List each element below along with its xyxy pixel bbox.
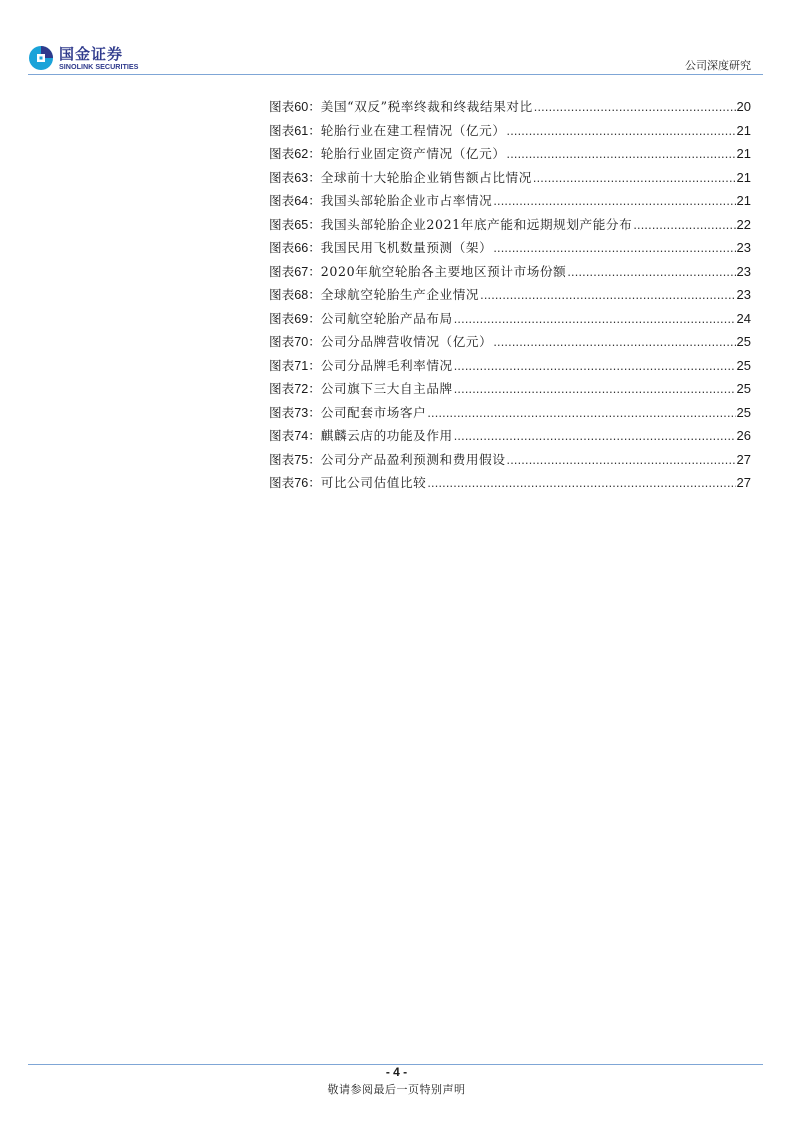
- page-number: - 4 -: [385, 1065, 408, 1079]
- toc-entry-title: 全球前十大轮胎企业销售额占比情况: [320, 169, 532, 185]
- toc-entry-page: 24: [736, 310, 751, 326]
- toc-entry[interactable]: [269, 214, 751, 238]
- toc-dot-leader: [567, 265, 735, 279]
- toc-entry[interactable]: [269, 449, 751, 473]
- toc-entry[interactable]: [269, 378, 751, 402]
- toc-entry-label: 图表72：: [269, 382, 321, 396]
- toc-entry-title: 我国民用飞机数量预测（架）: [320, 240, 493, 255]
- toc-entry-label: 图表74：: [269, 429, 321, 443]
- toc-entry-page: 23: [736, 263, 751, 279]
- toc-dot-leader: [493, 335, 735, 349]
- toc-dot-leader: [507, 124, 736, 138]
- toc-dot-leader: [427, 406, 735, 420]
- toc-entry-page: 20: [736, 99, 751, 114]
- toc-dot-leader: [633, 218, 735, 232]
- toc-entry-label: 图表60：: [269, 100, 321, 114]
- toc-entry-title: 可比公司估值比较: [320, 475, 427, 490]
- toc-entry[interactable]: [269, 402, 751, 426]
- disclaimer-note: 敬请参阅最后一页特别声明: [327, 1083, 466, 1096]
- toc-entry-page: 25: [736, 381, 751, 396]
- toc-dot-leader: [507, 453, 736, 467]
- toc-entry[interactable]: [269, 261, 751, 285]
- toc-entry-title: 公司分品牌毛利率情况: [320, 357, 453, 373]
- toc-entry[interactable]: [269, 308, 751, 332]
- toc-dot-leader: [493, 194, 735, 208]
- toc-entry-label: 图表68：: [269, 288, 321, 302]
- toc-entry-page: 22: [736, 216, 751, 232]
- toc-entry[interactable]: [269, 143, 751, 167]
- toc-entry-title: 公司配套市场客户: [320, 404, 427, 420]
- toc-entry-page: 21: [736, 169, 751, 185]
- sinolink-logo-icon: [28, 45, 54, 71]
- toc-entry-page: 26: [736, 428, 751, 443]
- toc-entry-label: 图表70：: [269, 335, 321, 349]
- toc-entry-label: 图表61：: [269, 123, 321, 138]
- toc-entry[interactable]: [269, 284, 751, 308]
- toc-dot-leader: [427, 476, 735, 490]
- toc-entry-label: 图表71：: [269, 358, 321, 373]
- toc-entry-title: 美国“双反”税率终裁和终裁结果对比: [320, 99, 533, 114]
- toc-entry-title: 公司分品牌营收情况（亿元）: [320, 334, 493, 349]
- toc-dot-leader: [454, 359, 736, 373]
- toc-entry-label: 图表67：: [269, 264, 321, 279]
- toc-entry[interactable]: [269, 167, 751, 191]
- toc-entry[interactable]: [269, 355, 751, 379]
- toc-entry-title: 2020年航空轮胎各主要地区预计市场份额: [320, 263, 567, 279]
- toc-entry[interactable]: [269, 96, 751, 120]
- toc-entry-title: 我国头部轮胎企业市占率情况: [320, 193, 493, 208]
- toc-entry-page: 25: [736, 357, 751, 373]
- toc-entry-label: 图表62：: [269, 147, 321, 161]
- toc-entry-page: 27: [736, 451, 751, 467]
- toc-entry-page: 23: [736, 287, 751, 302]
- toc-dot-leader: [534, 100, 736, 114]
- toc-entry-label: 图表63：: [269, 170, 321, 185]
- toc-entry-page: 21: [736, 146, 751, 161]
- toc-dot-leader: [533, 171, 736, 185]
- company-logo: [28, 45, 148, 75]
- toc-entry-title: 麒麟云店的功能及作用: [320, 428, 453, 443]
- toc-dot-leader: [493, 241, 735, 255]
- toc-entry-page: 27: [736, 475, 751, 490]
- toc-entry[interactable]: [269, 472, 751, 496]
- toc-entry-page: 25: [736, 334, 751, 349]
- toc-entry-title: 公司分产品盈利预测和费用假设: [320, 451, 506, 467]
- toc-entry-label: 图表73：: [269, 405, 321, 420]
- toc-entry-title: 轮胎行业在建工程情况（亿元）: [320, 122, 506, 138]
- toc-entry[interactable]: [269, 190, 751, 214]
- toc-entry-label: 图表76：: [269, 476, 321, 490]
- toc-dot-leader: [507, 147, 736, 161]
- logo-chinese-name: 国金证券: [59, 45, 124, 63]
- toc-entry[interactable]: [269, 425, 751, 449]
- toc-entry-page: 21: [736, 122, 751, 138]
- toc-entry-page: 23: [736, 240, 751, 255]
- figure-table-of-contents: [269, 96, 751, 496]
- toc-dot-leader: [480, 288, 735, 302]
- toc-entry-title: 公司旗下三大自主品牌: [320, 381, 453, 396]
- logo-english-name: SINOLINK SECURITIES: [59, 62, 139, 71]
- toc-entry-title: 我国头部轮胎企业2021年底产能和远期规划产能分布: [320, 216, 633, 232]
- toc-dot-leader: [454, 382, 736, 396]
- header-divider: [28, 74, 763, 75]
- toc-entry[interactable]: [269, 331, 751, 355]
- toc-entry-title: 公司航空轮胎产品布局: [320, 310, 453, 326]
- toc-entry-label: 图表75：: [269, 452, 321, 467]
- toc-entry-label: 图表66：: [269, 241, 321, 255]
- toc-entry-page: 21: [736, 193, 751, 208]
- toc-entry-title: 全球航空轮胎生产企业情况: [320, 287, 480, 302]
- toc-entry-label: 图表69：: [269, 311, 321, 326]
- toc-entry-title: 轮胎行业固定资产情况（亿元）: [320, 146, 506, 161]
- toc-entry[interactable]: [269, 237, 751, 261]
- toc-entry-label: 图表64：: [269, 194, 321, 208]
- toc-entry-page: 25: [736, 404, 751, 420]
- toc-dot-leader: [454, 429, 736, 443]
- toc-entry-label: 图表65：: [269, 217, 321, 232]
- toc-entry[interactable]: [269, 120, 751, 144]
- toc-dot-leader: [454, 312, 736, 326]
- report-type-label: 公司深度研究: [685, 59, 751, 72]
